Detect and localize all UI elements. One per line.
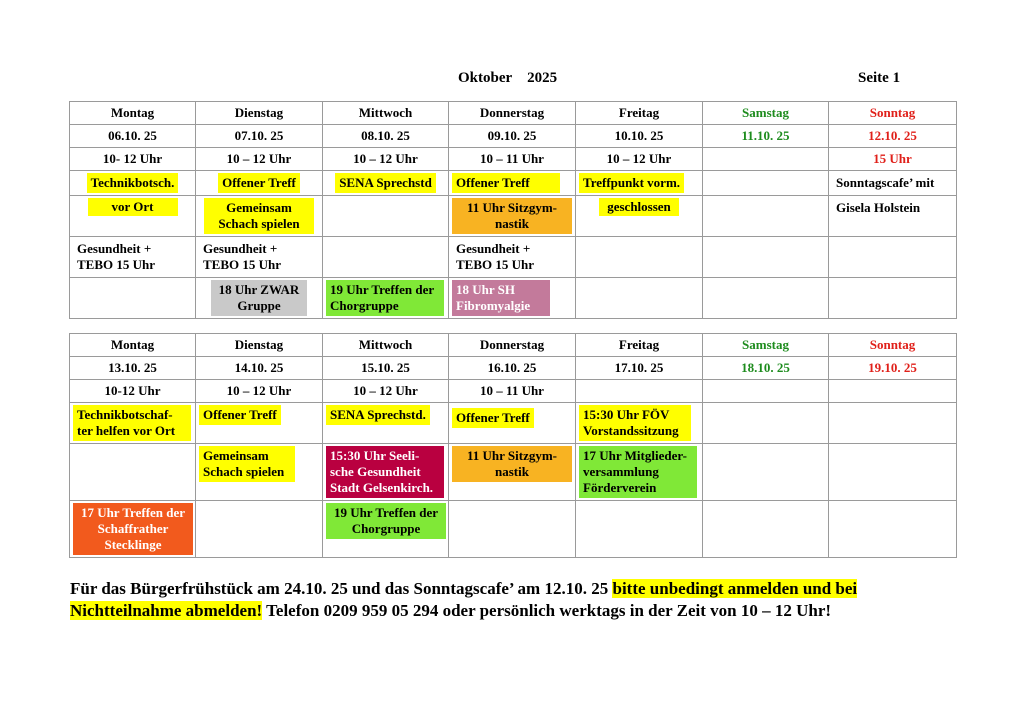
date-cell: 13.10. 25 bbox=[70, 357, 196, 380]
time-row bbox=[70, 380, 957, 403]
event-note: 11 Uhr Sitzgym-nastik bbox=[452, 446, 572, 482]
time-cell: 10 – 12 Uhr bbox=[576, 148, 703, 171]
weekday-cell: Dienstag bbox=[196, 102, 323, 125]
date-cell: 15.10. 25 bbox=[323, 357, 449, 380]
event-cell bbox=[703, 171, 829, 196]
weekday-cell: Samstag bbox=[703, 102, 829, 125]
date-cell: 08.10. 25 bbox=[323, 125, 449, 148]
event-cell bbox=[829, 278, 957, 319]
date-cell: 18.10. 25 bbox=[703, 357, 829, 380]
event-cell bbox=[449, 403, 576, 444]
time-cell bbox=[703, 380, 829, 403]
event-note: 15:30 Uhr FÖV Vorstandssitzung bbox=[579, 405, 691, 441]
time-cell: 10 – 12 Uhr bbox=[323, 380, 449, 403]
event-cell bbox=[196, 171, 323, 196]
event-note: Offener Treff bbox=[452, 173, 560, 193]
weekday-cell: Mittwoch bbox=[323, 334, 449, 357]
weekday-cell: Freitag bbox=[576, 102, 703, 125]
event-note: 18 Uhr SH Fibromyalgie bbox=[452, 280, 550, 316]
time-cell bbox=[576, 380, 703, 403]
event-note: Treffpunkt vorm. bbox=[579, 173, 684, 193]
event-cell bbox=[323, 237, 449, 278]
event-cell bbox=[196, 501, 323, 558]
date-cell: 07.10. 25 bbox=[196, 125, 323, 148]
event-cell bbox=[829, 444, 957, 501]
weekday-cell: Donnerstag bbox=[449, 102, 576, 125]
event-cell bbox=[70, 171, 196, 196]
event-cell bbox=[703, 403, 829, 444]
footer-contact: Telefon 0209 959 05 294 oder persönlich werktags in der Zeit von 10 – 12 Uhr! bbox=[262, 601, 832, 620]
weekday-cell: Donnerstag bbox=[449, 334, 576, 357]
event-note: Gemeinsam Schach spielen bbox=[199, 446, 295, 482]
date-row bbox=[70, 125, 957, 148]
weekday-row bbox=[70, 102, 957, 125]
event-cell bbox=[196, 403, 323, 444]
event-cell bbox=[70, 237, 196, 278]
event-note: Gemeinsam Schach spielen bbox=[204, 198, 314, 234]
event-row bbox=[70, 501, 957, 558]
page-header bbox=[0, 70, 1024, 90]
event-cell bbox=[196, 444, 323, 501]
time-cell: 10 – 11 Uhr bbox=[449, 380, 576, 403]
time-cell: 10 – 11 Uhr bbox=[449, 148, 576, 171]
date-cell: 12.10. 25 bbox=[829, 125, 957, 148]
date-cell: 19.10. 25 bbox=[829, 357, 957, 380]
event-note: 18 Uhr ZWAR Gruppe bbox=[211, 280, 307, 316]
date-cell: 16.10. 25 bbox=[449, 357, 576, 380]
event-note: Gisela Holstein bbox=[836, 200, 921, 215]
event-note: Gesundheit + TEBO 15 Uhr bbox=[456, 241, 535, 272]
event-cell bbox=[449, 171, 576, 196]
weekday-cell: Mittwoch bbox=[323, 102, 449, 125]
event-note: 17 Uhr Treffen der Schaffrather Stecklinge bbox=[73, 503, 193, 555]
event-row bbox=[70, 444, 957, 501]
date-cell: 10.10. 25 bbox=[576, 125, 703, 148]
event-cell bbox=[70, 196, 196, 237]
event-cell bbox=[323, 501, 449, 558]
time-cell: 15 Uhr bbox=[829, 148, 957, 171]
event-cell bbox=[323, 444, 449, 501]
event-cell bbox=[703, 501, 829, 558]
date-cell: 14.10. 25 bbox=[196, 357, 323, 380]
event-note: Gesundheit + TEBO 15 Uhr bbox=[77, 241, 156, 272]
weekday-cell: Montag bbox=[70, 334, 196, 357]
event-cell bbox=[576, 196, 703, 237]
event-cell bbox=[449, 237, 576, 278]
event-cell bbox=[829, 196, 957, 237]
event-cell bbox=[576, 444, 703, 501]
event-cell bbox=[196, 237, 323, 278]
event-note: SENA Sprechstd bbox=[335, 173, 436, 193]
event-cell bbox=[70, 444, 196, 501]
event-cell bbox=[703, 237, 829, 278]
event-note: Technikbotschaf-ter helfen vor Ort bbox=[73, 405, 191, 441]
footer-note bbox=[70, 578, 950, 622]
event-cell bbox=[703, 196, 829, 237]
time-cell: 10 – 12 Uhr bbox=[196, 380, 323, 403]
event-cell bbox=[323, 171, 449, 196]
date-cell: 17.10. 25 bbox=[576, 357, 703, 380]
event-cell bbox=[576, 278, 703, 319]
event-row bbox=[70, 237, 957, 278]
event-note: Sonntagscafe’ mit bbox=[836, 175, 935, 190]
time-cell: 10- 12 Uhr bbox=[70, 148, 196, 171]
event-row bbox=[70, 171, 957, 196]
event-cell bbox=[196, 196, 323, 237]
event-cell bbox=[576, 237, 703, 278]
event-cell bbox=[449, 501, 576, 558]
event-note: SENA Sprechstd. bbox=[326, 405, 430, 425]
weekday-cell: Samstag bbox=[703, 334, 829, 357]
time-cell bbox=[829, 380, 957, 403]
event-cell bbox=[576, 501, 703, 558]
event-row bbox=[70, 278, 957, 319]
event-cell bbox=[449, 196, 576, 237]
event-row bbox=[70, 196, 957, 237]
month-title bbox=[458, 70, 557, 87]
footer-text: Für das Bürgerfrühstück am 24.10. 25 und das Sonntagscafe’ am 12.10. 25 bbox=[70, 579, 613, 598]
time-cell: 10 – 12 Uhr bbox=[323, 148, 449, 171]
page-number: Seite 1 bbox=[858, 70, 901, 86]
event-cell bbox=[70, 501, 196, 558]
event-cell bbox=[196, 278, 323, 319]
weekday-cell: Freitag bbox=[576, 334, 703, 357]
event-cell bbox=[576, 171, 703, 196]
event-note: 19 Uhr Treffen der Chorgruppe bbox=[326, 503, 446, 539]
event-cell bbox=[70, 403, 196, 444]
footer-highlight: bitte unbedingt anmelden und bei Nichtteilnahme abmelden! bbox=[70, 579, 858, 620]
month-label: Oktober bbox=[458, 70, 513, 86]
time-cell: 10-12 Uhr bbox=[70, 380, 196, 403]
event-cell bbox=[323, 278, 449, 319]
event-cell bbox=[70, 278, 196, 319]
date-cell: 06.10. 25 bbox=[70, 125, 196, 148]
event-note: 17 Uhr Mitglieder-versammlung Förderverein bbox=[579, 446, 697, 498]
weekday-cell: Dienstag bbox=[196, 334, 323, 357]
event-note: Technikbotsch. bbox=[87, 173, 179, 193]
event-note: Offener Treff bbox=[452, 408, 534, 428]
weekday-row bbox=[70, 334, 957, 357]
weekday-cell: Sonntag bbox=[829, 102, 957, 125]
event-note: vor Ort bbox=[88, 198, 178, 216]
year-label: 2025 bbox=[527, 70, 558, 86]
time-cell: 10 – 12 Uhr bbox=[196, 148, 323, 171]
week-table-2 bbox=[69, 333, 957, 558]
event-note: 11 Uhr Sitzgym-nastik bbox=[452, 198, 572, 234]
time-row bbox=[70, 148, 957, 171]
event-cell bbox=[829, 237, 957, 278]
date-cell: 11.10. 25 bbox=[703, 125, 829, 148]
date-row bbox=[70, 357, 957, 380]
weekday-cell: Sonntag bbox=[829, 334, 957, 357]
weekday-cell: Montag bbox=[70, 102, 196, 125]
event-cell bbox=[323, 403, 449, 444]
event-note: Offener Treff bbox=[218, 173, 300, 193]
event-cell bbox=[703, 444, 829, 501]
event-cell bbox=[703, 278, 829, 319]
event-note: 19 Uhr Treffen der Chorgruppe bbox=[326, 280, 444, 316]
event-cell bbox=[829, 403, 957, 444]
event-note: Gesundheit + TEBO 15 Uhr bbox=[203, 241, 282, 272]
date-cell: 09.10. 25 bbox=[449, 125, 576, 148]
week-table-1 bbox=[69, 101, 957, 319]
event-row bbox=[70, 403, 957, 444]
event-note: Offener Treff bbox=[199, 405, 281, 425]
event-cell bbox=[829, 171, 957, 196]
event-note: geschlossen bbox=[599, 198, 679, 216]
event-cell bbox=[449, 278, 576, 319]
event-cell bbox=[829, 501, 957, 558]
event-cell bbox=[323, 196, 449, 237]
time-cell bbox=[703, 148, 829, 171]
event-cell bbox=[449, 444, 576, 501]
event-cell bbox=[576, 403, 703, 444]
event-note: 15:30 Uhr Seeli-sche Gesundheit Stadt Gelsenkirch. bbox=[326, 446, 444, 498]
